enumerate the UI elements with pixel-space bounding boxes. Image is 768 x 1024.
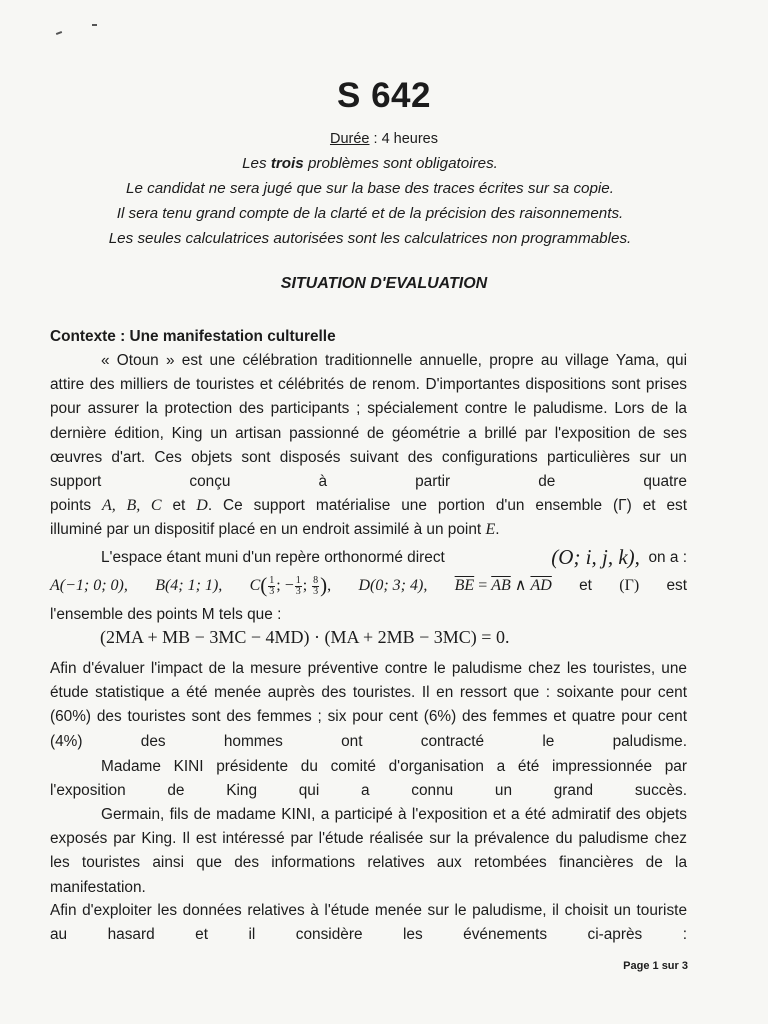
point-a: A(−1; 0; 0), — [50, 576, 128, 594]
kini-paragraph: Madame KINI présidente du comité d'organisation a été impressionnée par l'exposition de King qui a connu un grand succès. — [50, 758, 687, 800]
point-d: D(0; 3; 4), — [358, 576, 428, 594]
context-title: Contexte : Une manifestation culturelle — [50, 328, 336, 345]
coordinates-line-3: l'ensemble des points M tels que : — [50, 606, 282, 623]
duration-line — [0, 131, 768, 147]
vector-relation: $\overline{BE} = \overline{AB}$ ∧ $\overline{AD}$ — [454, 576, 552, 594]
scan-speck — [92, 24, 97, 26]
context-paragraph-1-end-line-1: points A, B, C et D. Ce support matérialise une portion d'un ensemble (Γ) et est — [50, 497, 688, 514]
germain-paragraph: Germain, fils de madame KINI, a participé à l'exposition et a été admiratif des objets exposés par King. Il est intéressé par l'étude réalisée sur la prévalence du paludisme chez les touristes ainsi que des informations relatives aux retombées financières de la manifestation. — [50, 806, 687, 896]
frame-notation: (O; i, j, k), — [551, 545, 640, 569]
section-title: SITUATION D'EVALUATION — [280, 275, 488, 292]
instruction-line-4: Les seules calculatrices autorisées sont les calculatrices non programmables. — [108, 230, 632, 247]
scan-speck — [56, 31, 62, 35]
gamma-equation: (2MA + MB − 3MC − 4MD) · (MA + 2MB − 3MC) = 0. — [100, 627, 510, 647]
instruction-line-2: Le candidat ne sera jugé que sur la base des traces écrites sur sa copie. — [126, 180, 614, 197]
coordinates-line-2: A(−1; 0; 0), B(4; 1; 1), C( $\frac{1}{3}$ ; − $\frac{1}{3}$ ; $\frac{8}{3}$ ), D(0; 3; 4), $\overline{BE} = \overline{AB}$ ∧ $\overline{AD}$ et (Γ) est — [50, 573, 687, 597]
exploit-paragraph: Afin d'exploiter les données relatives à l'étude menée sur le paludisme, il choisit un touriste au hasard et il considère les événements ci-après : — [50, 902, 687, 944]
exam-code-title: S 642 — [337, 76, 431, 115]
duration-value: : 4 heures — [373, 131, 439, 147]
instruction-line-3: Il sera tenu grand compte de la clarté et de la précision des raisonnements. — [116, 205, 624, 222]
coordinates-line-1: L'espace étant muni d'un repère orthonormé direct (O; i, j, k), on a : — [101, 545, 687, 569]
statistics-paragraph: Afin d'évaluer l'impact de la mesure préventive contre le paludisme chez les touristes, une étude statistique a été menée auprès des touristes. Il en ressort que : soixante pour cent (60%) des touristes sont des femmes ; six pour cent (6%) des femmes et quatre pour cent (4%) des hommes ont contracté le paludisme. — [50, 660, 687, 750]
duration-label: Durée — [329, 131, 370, 147]
context-paragraph-1: « Otoun » est une célébration traditionnelle annuelle, propre au village Yama, qui attire des milliers de touristes et célébrités de renom. D'importantes dispositions sont prises pour assurer la protection des participants ; spécialement contre le paludisme. Lors de la dernière édition, King un artisan passionné de géométrie a brillé par l'exposition de ses œuvres d'art. Ces objets sont disposés suivant des configurations particulières sur un support conçu à partir de quatre — [50, 352, 687, 491]
page-number: Page 1 sur 3 — [623, 960, 688, 972]
context-paragraph-1-end-line-2: illuminé par un dispositif placé en un endroit assimilé à un point E. — [50, 521, 500, 538]
point-c: C( $\frac{1}{3}$ ; − $\frac{1}{3}$ ; $\frac{8}{3}$ ), — [249, 573, 332, 597]
instruction-line-1: Les trois problèmes sont obligatoires. — [242, 155, 498, 172]
point-b: B(4; 1; 1), — [155, 576, 223, 594]
